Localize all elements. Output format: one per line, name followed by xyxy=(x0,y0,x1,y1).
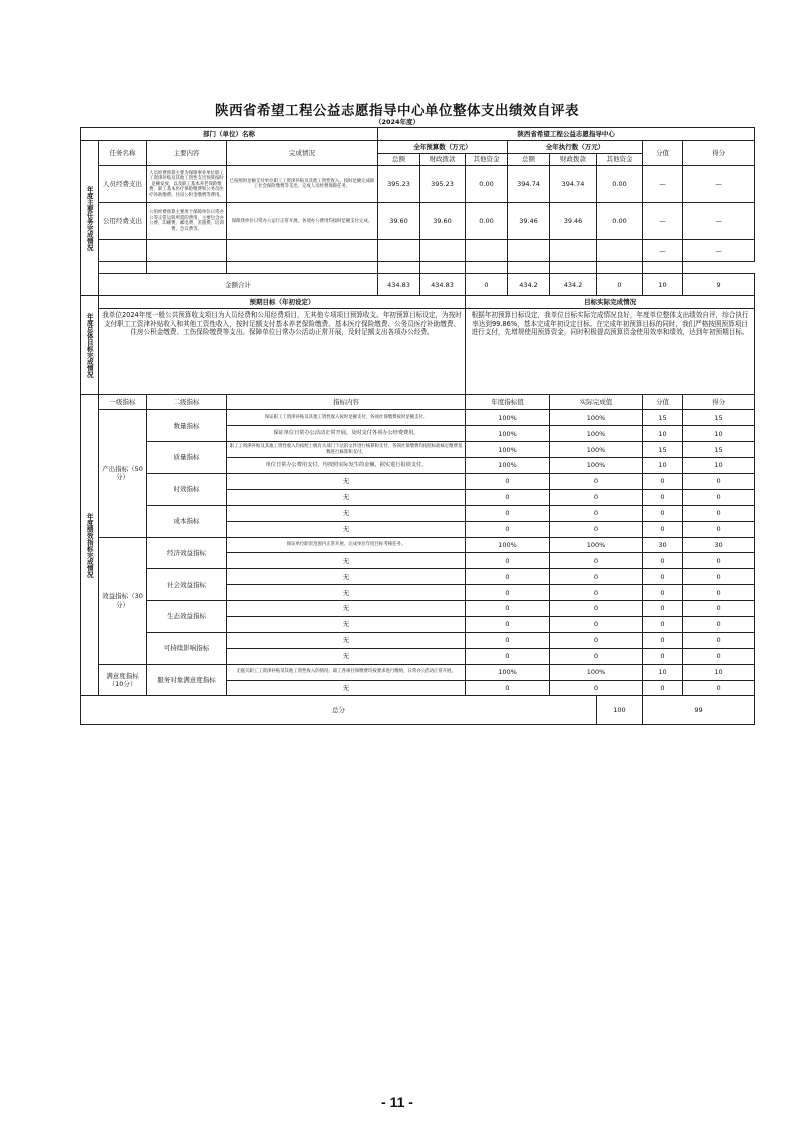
indicator-score: 0 xyxy=(643,616,683,632)
indicator-target: 0 xyxy=(466,521,550,537)
indicator-content: 无 xyxy=(227,553,466,569)
indicator-target: 0 xyxy=(466,632,550,648)
amount-e-other: 0.00 xyxy=(597,166,643,203)
total-e-other: 0 xyxy=(597,274,643,296)
indicator-content: 保证职工工资津补贴及其他工资性收入按时足额支付，各项社保缴费按时足额支付。 xyxy=(227,410,466,426)
col-task: 任务名称 xyxy=(99,141,147,166)
total-score: 100 xyxy=(597,696,643,725)
indicator-actual: 0 xyxy=(550,680,643,696)
indicator-l2: 时效指标 xyxy=(147,473,227,505)
indicator-score: 10 xyxy=(643,458,683,474)
indicator-l1: 产出指标（50分） xyxy=(99,410,147,537)
indicator-l2: 社会效益指标 xyxy=(147,569,227,601)
indicator-target: 0 xyxy=(466,616,550,632)
page-subtitle: （2024年度） xyxy=(374,118,420,126)
amount-e-fiscal: 394.74 xyxy=(550,166,597,203)
expected-text: 我单位2024年度一般公共预算收支项目为人员经费和公用经费项目，无其他专项项目预算收支。年初预算目标设定，为按时支付职工工资津补贴收入和其他工资性收入，按时足额支付基本养老保险缴费、基本医疗保险缴费、公务员医疗补助缴费、住房公积金缴费、工伤保险缴费等支出。保障单位日常办公活动正常开展，及时足额支出各项办公经费。 xyxy=(99,309,466,395)
indicator-actual: 100% xyxy=(550,537,643,553)
indicator-score: 0 xyxy=(643,680,683,696)
indicator-target: 0 xyxy=(466,553,550,569)
indicator-l2: 经济效益指标 xyxy=(147,537,227,569)
indicator-score: 30 xyxy=(643,537,683,553)
amount-b-fiscal xyxy=(420,240,466,262)
table-row xyxy=(81,473,755,489)
col-indicator-content: 指标内容 xyxy=(227,395,466,410)
indicator-target: 100% xyxy=(466,458,550,474)
indicator-score: 0 xyxy=(643,553,683,569)
amount-b-total xyxy=(378,240,420,262)
indicator-l1: 效益指标（30分） xyxy=(99,537,147,664)
amount-total-label: 金额合计 xyxy=(99,274,378,296)
amount-b-other: 0.00 xyxy=(466,166,508,203)
total-points: 99 xyxy=(643,696,755,725)
indicator-actual: 0 xyxy=(550,489,643,505)
indicator-actual: 100% xyxy=(550,442,643,458)
table-row xyxy=(81,203,755,240)
empty-cell xyxy=(597,262,643,274)
indicator-target: 100% xyxy=(466,410,550,426)
table-row xyxy=(81,537,755,553)
col-actual: 实际完成值 xyxy=(550,395,643,410)
total-e-total: 434.2 xyxy=(508,274,550,296)
indicator-target: 0 xyxy=(466,585,550,601)
indicator-actual: 0 xyxy=(550,648,643,664)
indicator-content: 无 xyxy=(227,505,466,521)
indicator-score: 0 xyxy=(643,585,683,601)
table-row xyxy=(81,309,755,395)
indicator-score: 0 xyxy=(643,632,683,648)
amount-e-fiscal xyxy=(550,240,597,262)
total-b-other: 0 xyxy=(466,274,508,296)
indicator-points: 10 xyxy=(683,426,755,442)
indicator-score: 0 xyxy=(643,648,683,664)
col-content: 主要内容 xyxy=(147,141,227,166)
col-target: 年度指标值 xyxy=(466,395,550,410)
col-l1: 一级指标 xyxy=(99,395,147,410)
col-points: 得分 xyxy=(683,395,755,410)
indicator-content: 无 xyxy=(227,632,466,648)
indicator-points: 0 xyxy=(683,601,755,617)
indicator-actual: 100% xyxy=(550,664,643,680)
task-points: — xyxy=(683,166,755,203)
expected-header: 预期目标（年初设定） xyxy=(99,296,466,309)
indicator-points: 0 xyxy=(683,680,755,696)
table-row xyxy=(81,664,755,680)
indicator-content: 无 xyxy=(227,585,466,601)
indicator-score: 10 xyxy=(643,426,683,442)
amount-e-other: 0.00 xyxy=(597,203,643,240)
table-row xyxy=(81,395,755,410)
indicator-score: 0 xyxy=(643,601,683,617)
task-score: — xyxy=(643,240,683,262)
indicator-content: 无拖欠职工工资津补贴及其他工资性收入的情况，职工各项社保缴费均按要求进行缴纳，日常办公活动正常开展。 xyxy=(227,664,466,680)
indicator-target: 0 xyxy=(466,680,550,696)
side-label: 年度绩效指标完成情况 xyxy=(85,512,94,578)
amount-b-fiscal: 39.60 xyxy=(420,203,466,240)
indicator-content: 无 xyxy=(227,489,466,505)
amount-b-other: 0.00 xyxy=(466,203,508,240)
indicator-points: 0 xyxy=(683,648,755,664)
indicator-content: 无 xyxy=(227,601,466,617)
indicator-points: 0 xyxy=(683,585,755,601)
indicator-score: 0 xyxy=(643,473,683,489)
sub-col-fiscal: 财政拨款 xyxy=(420,153,466,166)
indicator-content: 无 xyxy=(227,680,466,696)
indicator-actual: 0 xyxy=(550,616,643,632)
table-row xyxy=(81,262,755,274)
amount-e-total: 394.74 xyxy=(508,166,550,203)
indicator-l2: 服务对象满意度指标 xyxy=(147,664,227,696)
task-name xyxy=(99,240,147,262)
indicator-points: 0 xyxy=(683,473,755,489)
total-b-total: 434.83 xyxy=(378,274,420,296)
task-status: 已按照时足额支付单位职工工资津补贴及其他工资性收入，按时足额完成职工社会保险缴费等支出，完成人员经费保障任务。 xyxy=(227,166,378,203)
table-row xyxy=(81,274,755,296)
indicator-l2: 质量指标 xyxy=(147,442,227,474)
total-points: 9 xyxy=(683,274,755,296)
exec-group: 全年执行数（万元） xyxy=(508,141,643,154)
sub-col-other: 其他资金 xyxy=(597,153,643,166)
dept-label: 部门（单位）名称 xyxy=(81,128,378,141)
indicator-content: 职工工资津补贴及其他工资性收入均按照上级有关部门下达的文件进行核算和支付，各项社保缴费均按照标准核定缴费基数进行核算和支付。 xyxy=(227,442,466,458)
total-score: 10 xyxy=(643,274,683,296)
indicator-points: 15 xyxy=(683,410,755,426)
indicator-content: 无 xyxy=(227,473,466,489)
indicator-score: 15 xyxy=(643,410,683,426)
side-label: 年度总体目标完成情况 xyxy=(85,312,94,378)
task-name: 人员经费支出 xyxy=(99,166,147,203)
table-row xyxy=(81,601,755,617)
total-b-fiscal: 434.83 xyxy=(420,274,466,296)
section-label-tasks xyxy=(81,141,99,296)
indicator-actual: 100% xyxy=(550,458,643,474)
amount-e-total xyxy=(508,240,550,262)
indicator-actual: 0 xyxy=(550,505,643,521)
total-e-fiscal: 434.2 xyxy=(550,274,597,296)
indicator-actual: 100% xyxy=(550,426,643,442)
table-row xyxy=(81,442,755,458)
indicator-target: 100% xyxy=(466,664,550,680)
empty-cell xyxy=(147,262,227,274)
col-score: 分值 xyxy=(643,395,683,410)
side-label: 年度主要任务完成情况 xyxy=(85,185,94,251)
sub-col-other: 其他资金 xyxy=(466,153,508,166)
col-l2: 二级指标 xyxy=(147,395,227,410)
indicator-points: 0 xyxy=(683,569,755,585)
col-score: 分值 xyxy=(643,141,683,166)
indicator-actual: 0 xyxy=(550,521,643,537)
task-name: 公用经费支出 xyxy=(99,203,147,240)
task-points: — xyxy=(683,240,755,262)
indicator-target: 0 xyxy=(466,489,550,505)
table-row xyxy=(81,410,755,426)
table-row xyxy=(81,632,755,648)
indicator-actual: 0 xyxy=(550,553,643,569)
sub-col-total: 总额 xyxy=(378,153,420,166)
indicator-l2: 成本指标 xyxy=(147,505,227,537)
section-label-goals xyxy=(81,296,99,395)
section-label-indicators xyxy=(81,395,99,696)
empty-cell xyxy=(550,262,597,274)
indicator-content: 单位日常办公费用支付，均按照实际发生的金额，据实进行报销支付。 xyxy=(227,458,466,474)
col-points: 得分 xyxy=(683,141,755,166)
table-row xyxy=(81,505,755,521)
indicator-points: 0 xyxy=(683,505,755,521)
indicator-points: 0 xyxy=(683,489,755,505)
task-score: — xyxy=(643,203,683,240)
indicator-target: 0 xyxy=(466,473,550,489)
amount-b-total: 39.60 xyxy=(378,203,420,240)
indicator-target: 0 xyxy=(466,569,550,585)
indicator-actual: 0 xyxy=(550,585,643,601)
indicator-l2: 可持续影响指标 xyxy=(147,632,227,664)
indicator-target: 0 xyxy=(466,648,550,664)
indicator-content: 无 xyxy=(227,521,466,537)
actual-text: 根据年初预算目标设定，我单位目标实际完成情况良好，年度单位整体支出绩效自评，综合执行率达到99.86%，基本完成年初设定目标。在完成年初预算目标的同时，我们严格按照预算项目进行支付，先增规使用预算资金，同时积极提高预算资金使用效率和绩效，达到年初预期目标。 xyxy=(466,309,755,395)
indicator-points: 0 xyxy=(683,553,755,569)
col-status: 完成情况 xyxy=(227,141,378,166)
amount-e-total: 39.46 xyxy=(508,203,550,240)
amount-b-other xyxy=(466,240,508,262)
indicator-actual: 0 xyxy=(550,569,643,585)
indicator-score: 0 xyxy=(643,521,683,537)
evaluation-table xyxy=(80,127,755,725)
table-row xyxy=(81,696,755,725)
indicator-content: 保证单位日常办公活动正常开展，及时支付各项办公经费费用。 xyxy=(227,426,466,442)
indicator-content: 无 xyxy=(227,616,466,632)
indicator-score: 15 xyxy=(643,442,683,458)
indicator-score: 0 xyxy=(643,505,683,521)
page-number: - 11 - xyxy=(381,1094,413,1110)
amount-b-fiscal: 395.23 xyxy=(420,166,466,203)
indicator-actual: 100% xyxy=(550,410,643,426)
task-status xyxy=(227,240,378,262)
empty-cell xyxy=(227,262,378,274)
indicator-content: 无 xyxy=(227,569,466,585)
task-content: 公用经费预算主要用于保障单位日常办公等正常运转所需的费用，主要包含办公费、印刷费、邮电费、差旅费、培训费、会议费等。 xyxy=(147,203,227,240)
indicator-target: 0 xyxy=(466,601,550,617)
indicator-points: 10 xyxy=(683,458,755,474)
empty-cell xyxy=(508,262,550,274)
table-row xyxy=(81,166,755,203)
indicator-points: 0 xyxy=(683,632,755,648)
empty-cell xyxy=(378,262,420,274)
amount-e-other xyxy=(597,240,643,262)
dept-value: 陕西省希望工程公益志愿指导中心 xyxy=(378,128,755,141)
task-points: — xyxy=(683,203,755,240)
indicator-l2: 数量指标 xyxy=(147,410,227,442)
indicator-l2: 生态效益指标 xyxy=(147,601,227,633)
indicator-l1: 满意度指标（10分） xyxy=(99,664,147,696)
table-row xyxy=(81,569,755,585)
budget-group: 全年预算数（万元） xyxy=(378,141,508,154)
table-row xyxy=(81,240,755,262)
empty-cell xyxy=(99,262,147,274)
sub-col-total: 总额 xyxy=(508,153,550,166)
task-content xyxy=(147,240,227,262)
table-row xyxy=(81,296,755,309)
task-score: — xyxy=(643,166,683,203)
indicator-target: 0 xyxy=(466,505,550,521)
indicator-points: 15 xyxy=(683,442,755,458)
indicator-actual: 0 xyxy=(550,601,643,617)
indicator-points: 0 xyxy=(683,616,755,632)
amount-e-fiscal: 39.46 xyxy=(550,203,597,240)
page-title: 陕西省希望工程公益志愿指导中心单位整体支出绩效自评表 xyxy=(215,103,579,119)
actual-header: 目标实际完成情况 xyxy=(466,296,755,309)
table-row xyxy=(81,141,755,154)
task-content: 人员经费预算主要为保障事业单位职工工资津补贴及其他工资性支出预算按时足额发放，以及职工基本养老保险缴费、职工基本医疗保险缴费和公务员医疗补助缴费、住房公积金缴费等费用。 xyxy=(147,166,227,203)
indicator-target: 100% xyxy=(466,426,550,442)
indicator-points: 0 xyxy=(683,521,755,537)
indicator-score: 0 xyxy=(643,569,683,585)
indicator-content: 无 xyxy=(227,648,466,664)
sub-col-fiscal: 财政拨款 xyxy=(550,153,597,166)
amount-b-total: 395.23 xyxy=(378,166,420,203)
indicator-score: 0 xyxy=(643,489,683,505)
table-row xyxy=(81,128,755,141)
indicator-points: 30 xyxy=(683,537,755,553)
empty-cell xyxy=(420,262,466,274)
total-score-label: 总分 xyxy=(81,696,597,725)
empty-cell xyxy=(643,262,683,274)
task-status: 保障我单位日常办公运行正常开展，各项办公费用均按时足额支付完成。 xyxy=(227,203,378,240)
indicator-actual: 0 xyxy=(550,473,643,489)
indicator-actual: 0 xyxy=(550,632,643,648)
indicator-points: 10 xyxy=(683,664,755,680)
indicator-target: 100% xyxy=(466,442,550,458)
indicator-content: 保证单位职责范围内正常开展，完成单位年度目标考核任务。 xyxy=(227,537,466,553)
indicator-score: 10 xyxy=(643,664,683,680)
indicator-target: 100% xyxy=(466,537,550,553)
empty-cell xyxy=(466,262,508,274)
